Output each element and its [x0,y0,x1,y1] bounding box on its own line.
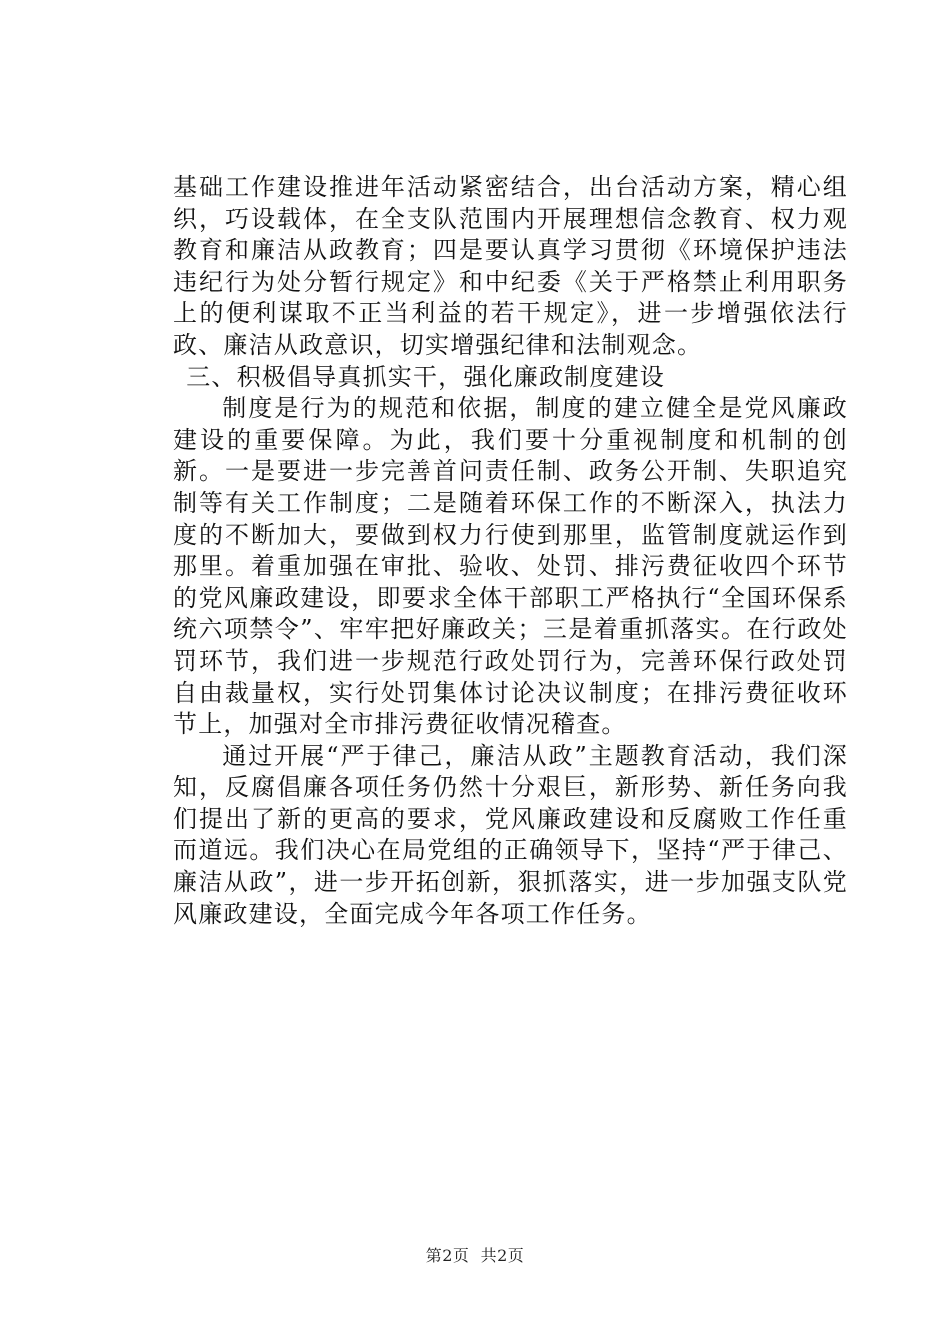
page-number-label: 第2页 共2页 [425,1246,525,1265]
section-three-heading: 三、积极倡导真抓实干，强化廉政制度建设 [186,362,665,391]
paragraph-continued: 基础工作建设推进年活动紧密结合，出台活动方案，精心组织，巧设载体，在全支队范围内开展理想信念教育、权力观教育和廉洁从政教育；四是要认真学习贯彻《环境保护违法违纪行为处分暂行规定》和中纪委《关于严格禁止利用职务上的便利谋取不正当利益的若干规定》，进一步增强依法行政、廉洁从政意识，切实增强纪律和法制观念。 [173,173,848,359]
paragraph-conclusion: 通过开展“严于律己，廉洁从政”主题教育活动，我们深知，反腐倡廉各项任务仍然十分艰巨，新形势、新任务向我们提出了新的更高的要求，党风廉政建设和反腐败工作任重而道远。我们决心在局党组的正确领导下，坚持“严于律己、廉洁从政”，进一步开拓创新，狠抓落实，进一步加强支队党风廉政建设，全面完成今年各项工作任务。 [173,741,848,928]
page-footer [0,1243,950,1266]
document-body [173,172,848,930]
paragraph-system-building: 制度是行为的规范和依据，制度的建立健全是党风廉政建设的重要保障。为此，我们要十分重视制度和机制的创新。一是要进一步完善首问责任制、政务公开制、失职追究制等有关工作制度；二是随着环保工作的不断深入，执法力度的不断加大，要做到权力行使到那里，监管制度就运作到那里。着重加强在审批、验收、处罚、排污费征收四个环节的党风廉政建设，即要求全体干部职工严格执行“全国环保系统六项禁令”、牢牢把好廉政关；三是着重抓落实。在行政处罚环节，我们进一步规范行政处罚行为，完善环保行政处罚自由裁量权，实行处罚集体讨论决议制度；在排污费征收环节上，加强对全市排污费征收情况稽查。 [173,394,848,739]
